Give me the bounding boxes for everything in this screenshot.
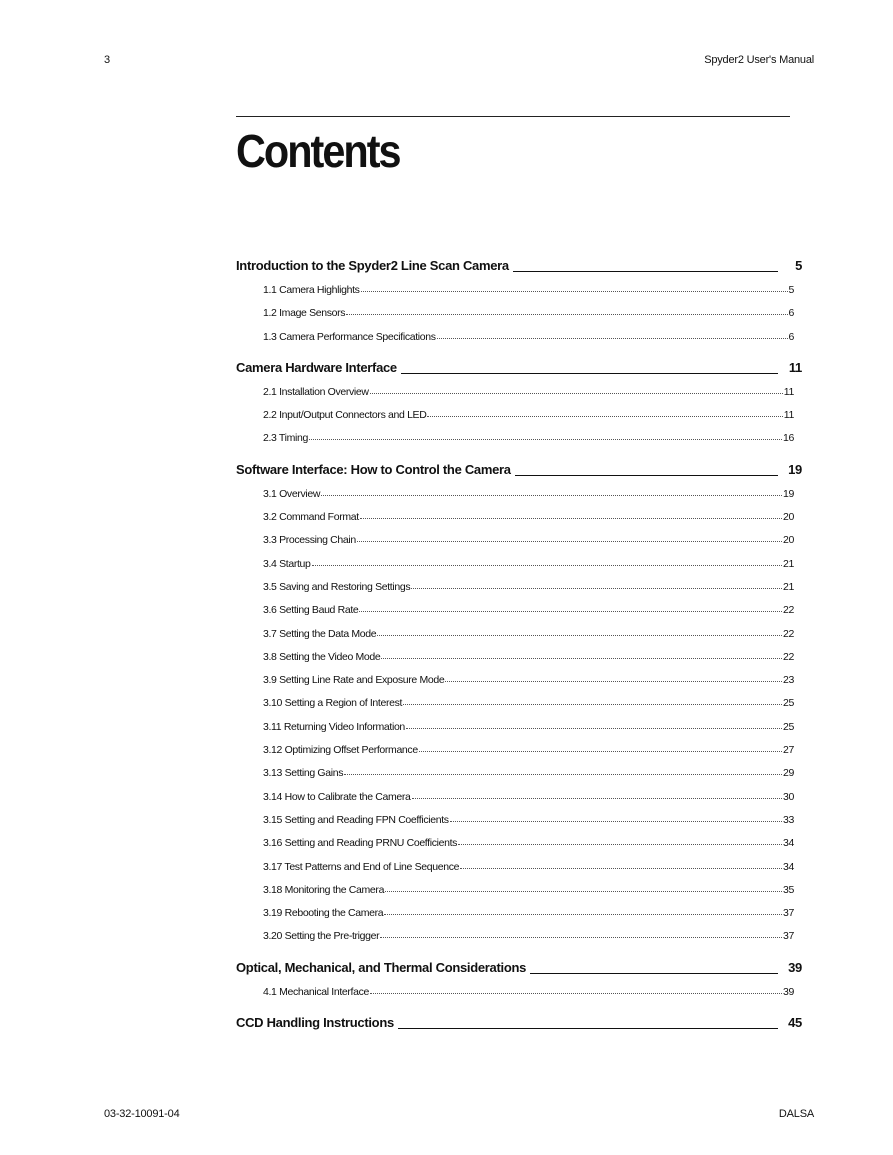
chapter-title: Optical, Mechanical, and Thermal Considerations <box>236 959 527 975</box>
toc-section-entry[interactable] <box>263 432 794 455</box>
section-page-number: 11 <box>783 409 794 422</box>
section-title: 3.18 Monitoring the Camera <box>263 883 385 896</box>
toc-section-entry[interactable] <box>263 511 794 534</box>
section-page-number: 30 <box>783 790 794 803</box>
toc-chapter-entry[interactable] <box>236 960 802 984</box>
section-title: 2.1 Installation Overview <box>263 385 369 398</box>
section-page-number: 29 <box>783 767 794 780</box>
section-list <box>236 282 802 354</box>
section-title: 3.9 Setting Line Rate and Exposure Mode <box>263 674 445 687</box>
section-page-number: 6 <box>788 307 794 320</box>
section-title: 3.1 Overview <box>263 487 321 500</box>
toc-section-entry[interactable] <box>263 284 794 307</box>
section-title: 3.6 Setting Baud Rate <box>263 604 359 617</box>
document-number: 03-32-10091-04 <box>104 1108 180 1120</box>
section-title: 3.3 Processing Chain <box>263 534 356 547</box>
dot-leader <box>450 821 782 822</box>
dot-leader <box>412 798 782 799</box>
section-title: 3.2 Command Format <box>263 511 359 524</box>
company-name: DALSA <box>778 1108 814 1120</box>
section-list <box>236 486 802 954</box>
toc-section-entry[interactable] <box>263 386 794 409</box>
section-title: 3.15 Setting and Reading FPN Coefficients <box>263 813 449 826</box>
section-title: 1.3 Camera Performance Specifications <box>263 330 436 343</box>
dot-leader <box>437 338 788 339</box>
section-title: 3.20 Setting the Pre-trigger <box>263 930 380 943</box>
section-page-number: 37 <box>783 930 794 943</box>
toc-section-entry[interactable] <box>263 721 794 744</box>
chapter-page-number: 19 <box>788 461 802 477</box>
toc-section-entry[interactable] <box>263 558 794 581</box>
section-page-number: 5 <box>788 284 794 296</box>
section-list <box>236 384 802 456</box>
dot-leader <box>321 495 782 496</box>
leader-line <box>398 1028 778 1029</box>
toc-section-entry[interactable] <box>263 986 794 1009</box>
toc-section-entry[interactable] <box>263 409 794 432</box>
dot-leader <box>406 728 782 729</box>
dot-leader <box>359 611 782 612</box>
toc-section-entry[interactable] <box>263 488 794 511</box>
section-title: 2.2 Input/Output Connectors and LED <box>263 409 427 422</box>
section-page-number: 22 <box>783 604 794 617</box>
dot-leader <box>380 937 782 938</box>
toc-chapter-entry[interactable] <box>236 360 802 384</box>
toc-section-entry[interactable] <box>263 791 794 814</box>
dot-leader <box>361 291 788 292</box>
section-page-number: 39 <box>783 985 794 998</box>
toc-chapter-entry[interactable] <box>236 258 802 282</box>
section-page-number: 22 <box>783 650 794 663</box>
section-page-number: 16 <box>783 432 794 445</box>
dot-leader <box>357 541 782 542</box>
page-number: 3 <box>104 54 110 66</box>
dot-leader <box>427 416 782 417</box>
toc-section-entry[interactable] <box>263 307 794 330</box>
section-title: 1.2 Image Sensors <box>263 307 346 320</box>
section-page-number: 34 <box>783 837 794 850</box>
manual-title: Spyder2 User's Manual <box>704 54 814 66</box>
section-title: 3.16 Setting and Reading PRNU Coefficients <box>263 837 458 850</box>
dot-leader <box>411 588 782 589</box>
toc-section-entry[interactable] <box>263 604 794 627</box>
section-page-number: 35 <box>783 883 794 896</box>
dot-leader <box>384 914 782 915</box>
dot-leader <box>312 565 782 566</box>
leader-line <box>515 475 778 476</box>
section-title: 3.17 Test Patterns and End of Line Sequence <box>263 860 460 873</box>
chapter-page-number: 5 <box>795 258 802 273</box>
leader-line <box>401 373 778 374</box>
chapter-title: Introduction to the Spyder2 Line Scan Camera <box>236 258 509 273</box>
dot-leader <box>344 774 782 775</box>
leader-line <box>530 973 778 974</box>
section-title: 3.13 Setting Gains <box>263 767 344 780</box>
section-page-number: 22 <box>783 627 794 640</box>
section-page-number: 23 <box>783 674 794 687</box>
toc-section-entry[interactable] <box>263 674 794 697</box>
section-page-number: 21 <box>783 580 794 593</box>
toc-section-entry[interactable] <box>263 331 794 354</box>
leader-line <box>513 271 778 272</box>
dot-leader <box>370 393 783 394</box>
dot-leader <box>360 518 782 519</box>
section-title: 3.10 Setting a Region of Interest <box>263 697 403 710</box>
section-page-number: 27 <box>783 744 794 757</box>
toc-chapter-entry[interactable] <box>236 1015 802 1039</box>
section-title: 1.1 Camera Highlights <box>263 284 360 296</box>
section-page-number: 20 <box>783 534 794 547</box>
dot-leader <box>445 681 782 682</box>
section-page-number: 33 <box>783 813 794 826</box>
section-title: 3.19 Rebooting the Camera <box>263 907 384 920</box>
section-page-number: 6 <box>788 330 794 343</box>
section-page-number: 34 <box>783 860 794 873</box>
toc-section-entry[interactable] <box>263 930 794 953</box>
chapter-page-number: 45 <box>788 1015 802 1031</box>
dot-leader <box>381 658 782 659</box>
section-page-number: 25 <box>783 697 794 710</box>
toc-section-entry[interactable] <box>263 814 794 837</box>
dot-leader <box>460 868 782 869</box>
page-title: Contents <box>236 125 400 177</box>
dot-leader <box>458 844 782 845</box>
section-title: 3.11 Returning Video Information <box>263 720 405 733</box>
dot-leader <box>377 635 782 636</box>
toc-section-entry[interactable] <box>263 767 794 790</box>
toc-chapter-entry[interactable] <box>236 462 802 486</box>
toc-section-entry[interactable] <box>263 581 794 604</box>
toc-section-entry[interactable] <box>263 628 794 651</box>
dot-leader <box>385 891 782 892</box>
section-page-number: 20 <box>783 511 794 524</box>
chapter-title: CCD Handling Instructions <box>236 1015 394 1031</box>
section-title: 3.14 How to Calibrate the Camera <box>263 790 411 803</box>
chapter-page-number: 11 <box>788 359 802 375</box>
toc-section-entry[interactable] <box>263 907 794 930</box>
section-title: 3.7 Setting the Data Mode <box>263 627 377 640</box>
dot-leader <box>309 439 782 440</box>
title-rule <box>236 116 790 117</box>
toc-section-entry[interactable] <box>263 837 794 860</box>
section-title: 3.12 Optimizing Offset Performance <box>263 744 418 757</box>
section-page-number: 21 <box>783 557 794 570</box>
toc-section-entry[interactable] <box>263 744 794 767</box>
section-title: 3.4 Startup <box>263 557 311 570</box>
chapter-title: Software Interface: How to Control the Camera <box>236 461 511 477</box>
toc-section-entry[interactable] <box>263 884 794 907</box>
section-title: 3.8 Setting the Video Mode <box>263 650 381 663</box>
section-page-number: 11 <box>783 385 794 398</box>
dot-leader <box>370 993 782 994</box>
chapter-title: Camera Hardware Interface <box>236 359 397 375</box>
dot-leader <box>403 704 782 705</box>
section-page-number: 19 <box>783 487 794 500</box>
toc-section-entry[interactable] <box>263 861 794 884</box>
toc-section-entry[interactable] <box>263 697 794 720</box>
section-list <box>236 984 802 1009</box>
dot-leader <box>419 751 782 752</box>
section-page-number: 25 <box>783 720 794 733</box>
chapter-page-number: 39 <box>788 959 802 975</box>
section-title: 3.5 Saving and Restoring Settings <box>263 580 411 593</box>
section-title: 4.1 Mechanical Interface <box>263 985 369 998</box>
toc-section-entry[interactable] <box>263 534 794 557</box>
section-title: 2.3 Timing <box>263 432 308 445</box>
toc-section-entry[interactable] <box>263 651 794 674</box>
section-page-number: 37 <box>783 907 794 920</box>
dot-leader <box>346 314 787 315</box>
table-of-contents <box>236 258 802 1039</box>
